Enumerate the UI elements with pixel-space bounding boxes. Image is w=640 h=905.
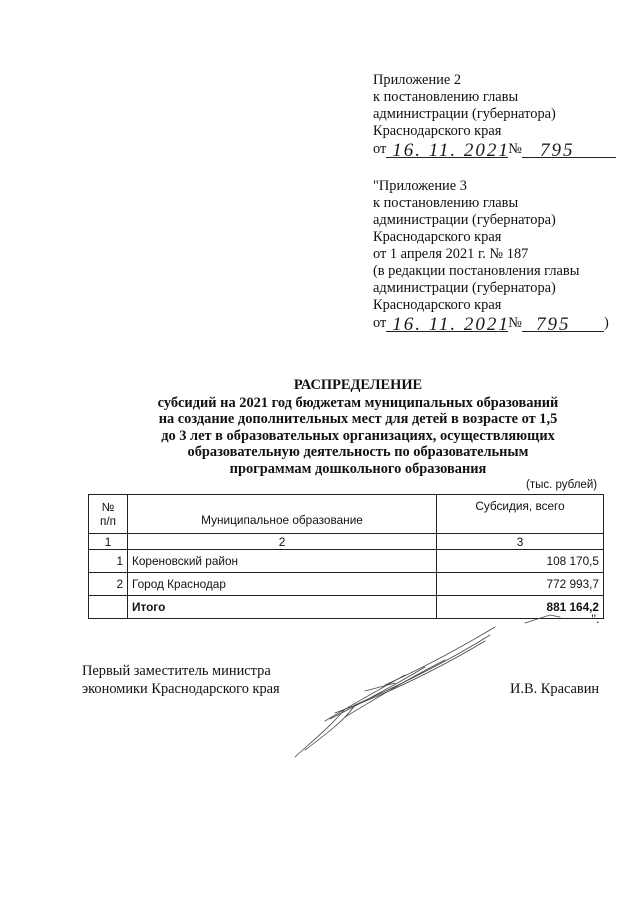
total-label: Итого xyxy=(128,596,437,619)
appendix3-line3: администрации (губернатора) xyxy=(373,212,556,228)
row-municipality: Город Краснодар xyxy=(128,573,437,596)
total-value: 881 164,2 xyxy=(437,596,604,619)
appendix3-line7: администрации (губернатора) xyxy=(373,280,556,296)
total-no-cell xyxy=(89,596,128,619)
appendix3-line8: Краснодарского края xyxy=(373,297,502,313)
appendix3-block xyxy=(373,178,609,335)
subsidy-table xyxy=(88,494,604,619)
row-value: 772 993,7 xyxy=(437,573,604,596)
heading-line4: образовательную деятельность по образовательным xyxy=(187,444,529,461)
position-line1: Первый заместитель министра xyxy=(82,663,271,679)
appendix2-no: № xyxy=(508,141,523,157)
header-subsidy: Субсидия, всего xyxy=(437,495,604,534)
table-header-row xyxy=(89,495,604,534)
header-municipality: Муниципальное образование xyxy=(128,495,437,534)
appendix3-no: № xyxy=(508,315,523,331)
appendix2-date-line xyxy=(373,140,616,161)
appendix3-date-line xyxy=(373,314,609,335)
heading-line1: субсидий на 2021 год бюджетам муниципальных образований xyxy=(157,394,559,411)
appendix2-line4: Краснодарского края xyxy=(373,123,502,139)
row-no: 1 xyxy=(89,550,128,573)
appendix2-line2: к постановлению главы xyxy=(373,89,519,105)
row-municipality: Кореновский район xyxy=(128,550,437,573)
appendix2-line1: Приложение 2 xyxy=(373,72,462,88)
appendix3-line6: (в редакции постановления главы xyxy=(373,263,580,279)
appendix2-block xyxy=(373,72,616,161)
index-cell-1: 1 xyxy=(89,534,128,550)
heading-line2: на создание дополнительных мест для детей в возрасте от 1,5 xyxy=(158,411,558,428)
header-no: № п/п xyxy=(89,495,128,534)
appendix3-handwritten-number: 795 xyxy=(536,314,571,335)
signatory-name: И.В. Красавин xyxy=(510,681,600,697)
appendix2-handwritten-date: 16. 11. 2021 xyxy=(392,140,510,161)
appendix3-line2: к постановлению главы xyxy=(373,195,519,211)
units-label: (тыс. рублей) xyxy=(526,479,598,491)
appendix3-ot: от xyxy=(373,315,387,331)
heading-line3: до 3 лет в образовательных организациях, осуществляющих xyxy=(161,427,555,444)
appendix2-line3: администрации (губернатора) xyxy=(373,106,556,122)
appendix3-line1: "Приложение 3 xyxy=(373,178,467,194)
position-line2: экономики Краснодарского края xyxy=(82,681,280,697)
row-no: 2 xyxy=(89,573,128,596)
heading-title: РАСПРЕДЕЛЕНИЕ xyxy=(293,377,423,393)
appendix3-line4: Краснодарского края xyxy=(373,229,502,245)
table-row xyxy=(89,573,604,596)
appendix3-line5: от 1 апреля 2021 г. № 187 xyxy=(373,246,529,262)
appendix2-handwritten-number: 795 xyxy=(540,140,575,161)
index-cell-2: 2 xyxy=(128,534,437,550)
table-index-row xyxy=(89,534,604,550)
appendix3-handwritten-date: 16. 11. 2021 xyxy=(392,314,510,335)
heading-line5: программам дошкольного образования xyxy=(229,460,487,477)
appendix3-close-paren: ) xyxy=(604,315,609,331)
appendix2-ot: от xyxy=(373,141,387,157)
signatory-position xyxy=(82,662,280,698)
document-heading xyxy=(98,377,618,478)
row-value: 108 170,5 xyxy=(437,550,604,573)
table-row xyxy=(89,550,604,573)
end-quote-mark: ". xyxy=(591,611,600,626)
index-cell-3: 3 xyxy=(437,534,604,550)
